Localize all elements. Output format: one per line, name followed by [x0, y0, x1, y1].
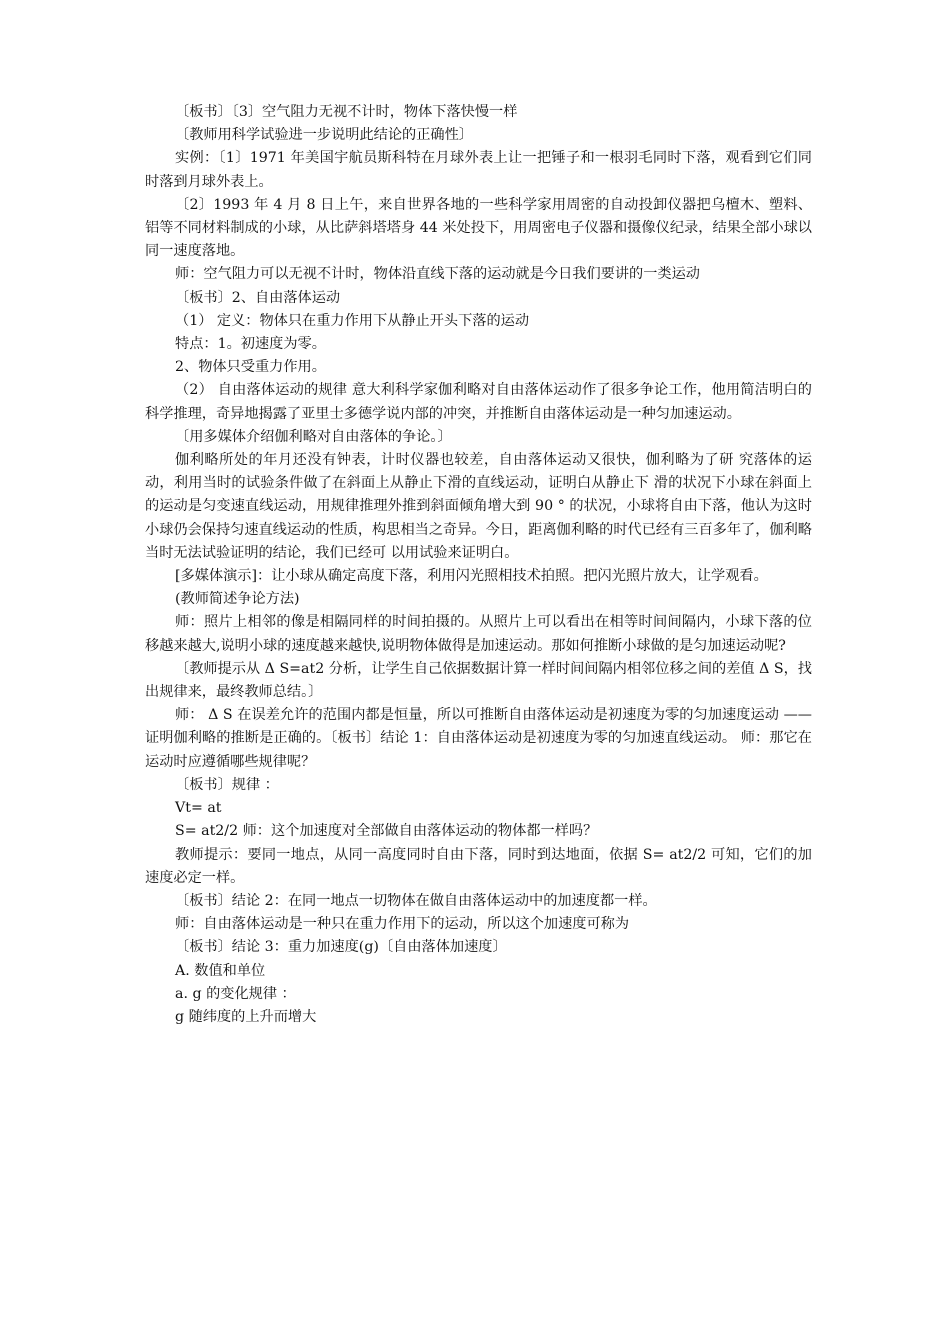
paragraph-9: 2、物体只受重力作用。: [175, 359, 326, 376]
paragraph-24: 〔板书〕结论 3：重力加速度(g)〔自由落体加速度〕: [175, 939, 507, 956]
paragraph-11: 〔用多媒体介绍伽利略对自由落体的争论。〕: [175, 428, 452, 445]
document-page: [145, 101, 812, 1029]
paragraph-7: （1） 定义：物体只在重力作用下从静止开头下落的运动: [175, 312, 530, 329]
paragraph-20: S= at2/2 师：这个加速度对全部做自由落体运动的物体都一样吗？: [175, 823, 598, 840]
paragraph-12: 伽利略所处的年月还没有钟表，计时仪器也较差，自由落体运动又很快，伽利略为了研 究落体的运动，利用当时的试验条件做了在斜面上从静止下滑的直线运动，证明白从静止下 滑的状况下小球在斜面上的运动是匀变速直线运动，用规律推理外推到斜面倾角增大到 90 ° 的状况，小球将自由下落，他认为这时小球仍会保持匀速直线运动的性质，构思相当之奇异。今日，距离伽利略的时代已经有三百多年了，伽利略当时无法试验证明的结论，我们已经可 以用试验来证明白。: [145, 452, 812, 561]
paragraph-2: 〔教师用科学试验进一步说明此结论的正确性〕: [175, 127, 473, 144]
paragraph-16: 〔教师提示从 Δ S=at2 分析，让学生自己依据数据计算一样时间间隔内相邻位移之间的差值 Δ S，找出规律来，最终教师总结。〕: [145, 660, 812, 701]
paragraph-14: (教师简述争论方法): [175, 591, 300, 608]
paragraph-22: 〔板书〕结论 2：在同一地点一切物体在做自由落体运动中的加速度都一样。: [175, 892, 657, 909]
paragraph-4: 〔2〕1993 年 4 月 8 日上午，来自世界各地的一些科学家用周密的自动投卸仪器把乌檀木、塑料、铝等不同材料制成的小球，从比萨斜塔塔身 44 米处投下，用周密电子仪器和摄像仪纪录，结果全部小球以同一速度落地。: [145, 196, 812, 260]
paragraph-19: Vt= at: [175, 800, 222, 817]
paragraph-1: 〔板书〕〔3〕空气阻力无视不计时，物体下落快慢一样: [175, 104, 518, 120]
paragraph-27: g 随纬度的上升而增大: [175, 1008, 317, 1025]
paragraph-25: A. 数值和单位: [175, 962, 266, 979]
paragraph-3: 实例：〔1〕1971 年美国宇航员斯科特在月球外表上让一把锤子和一根羽毛同时下落，观看到它们同时落到月球外表上。: [145, 150, 812, 190]
paragraph-26: a. g 的变化规律 ：: [175, 985, 296, 1002]
paragraph-18: 〔板书〕规律 ：: [175, 776, 279, 793]
paragraph-6: 〔板书〕2、自由落体运动: [175, 289, 341, 306]
paragraph-17: 师： Δ S 在误差允许的范围内都是恒量，所以可推断自由落体运动是初速度为零的匀加速度运动 —— 证明伽利略的推断是正确的。〔板书〕结论 1：自由落体运动是初速度为零的匀加速直线运动。 师：那它在运动时应遵循哪些规律呢？: [145, 707, 812, 770]
paragraph-13: [多媒体演示]：让小球从确定高度下落，利用闪光照相技术拍照。把闪光照片放大，让学观看。: [175, 568, 768, 585]
paragraph-8: 特点：1。初速度为零。: [175, 336, 326, 353]
paragraph-15: 师：照片上相邻的像是相隔同样的时间拍摄的。从照片上可以看出在相等时间间隔内，小球下落的位移越来越大,说明小球的速度越来越快,说明物体做得是加速运动。那如何推断小球做的是匀加速运动呢?: [145, 614, 812, 654]
paragraph-5: 师：空气阻力可以无视不计时，物体沿直线下落的运动就是今日我们要讲的一类运动: [175, 266, 700, 283]
paragraph-23: 师：自由落体运动是一种只在重力作用下的运动，所以这个加速度可称为: [175, 916, 630, 933]
paragraph-10: （2） 自由落体运动的规律 意大利科学家伽利略对自由落体运动作了很多争论工作，他用简洁明白的科学推理，奇异地揭露了亚里士多德学说内部的冲突，并推断自由落体运动是一种匀加速运动。: [145, 382, 812, 422]
paragraph-21: 教师提示：要同一地点，从同一高度同时自由下落，同时到达地面，依据 S= at2/2 可知，它们的加速度必定一样。: [145, 846, 812, 886]
